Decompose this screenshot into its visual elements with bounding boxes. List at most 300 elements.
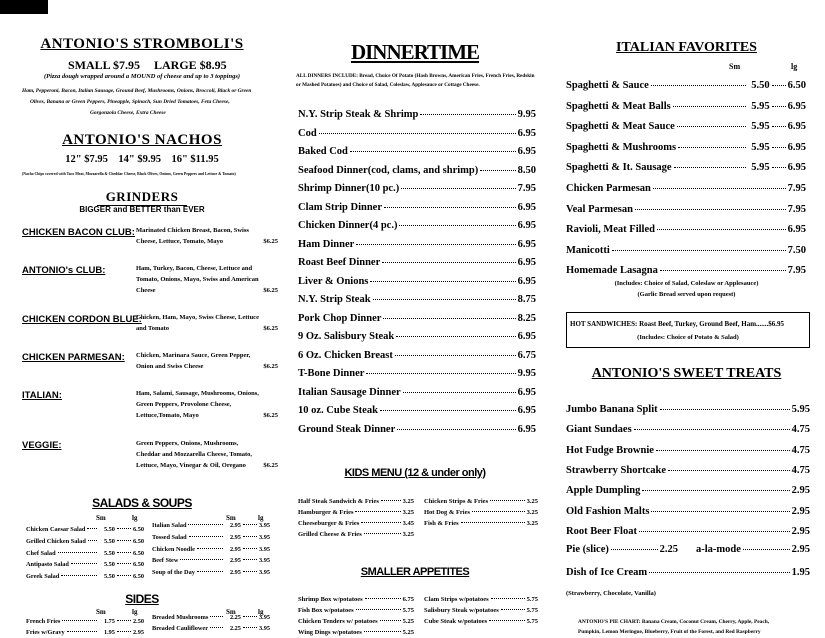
item-price-large: 6.50 [132,537,144,545]
grinder-desc-line: Green Peppers, Provolone Cheese, [136,401,232,408]
dots [117,540,131,541]
menu-row [566,465,810,479]
grinder-name: ITALIAN: [22,390,62,401]
sides-col-sm: Sm [226,608,236,616]
menu-row [152,557,270,564]
menu-row [566,80,806,91]
italian-note-2: (Garlic Bread served upon request) [637,291,736,298]
pie-price: 2.25 [659,544,678,555]
dots [380,410,516,411]
item-price: 6.95 [517,220,536,231]
dots [489,620,524,621]
corner-mark [0,0,48,14]
ice-cream-note: (Strawberry, Chocolate, Vanilla) [566,590,656,597]
menu-row [298,313,536,327]
dots [61,575,97,576]
item-price-small: 2.95 [229,545,241,553]
menu-row [566,526,810,540]
item-price: 6.95 [517,257,536,268]
menu-row [298,128,536,142]
item-price-large: 2.95 [132,629,144,636]
item-name: Antipasto Salad [26,561,69,569]
dots [117,552,131,553]
item-price-small: 5.50 [103,561,115,569]
pie-alamode-label: a-la-mode [695,544,741,555]
ice-cream-name: Dish of Ice Cream [566,567,648,578]
hot-sandwiches-line: HOT SANDWICHES: Roast Beef, Turkey, Ground Beef, Ham.......$6.95 [570,320,785,328]
item-price: 9.95 [517,109,536,120]
item-price: 9.95 [517,368,536,379]
dots [210,627,223,628]
menu-row [298,257,536,271]
item-name: Jumbo Banana Split [566,404,658,415]
dots [651,85,746,86]
menu-row [566,485,810,499]
italian-note-1: (Includes: Choice of Salad, Coleslaw or Applesauce) [614,280,759,287]
item-price-large: 3.95 [258,522,270,529]
item-name: Chicken Noodle [152,545,195,553]
item-price: 8.50 [517,164,536,176]
item-price: 4.75 [791,444,810,456]
smaller-appetites-title: SMALLER APPETITES [360,566,470,578]
dots [668,470,790,471]
item-name: Spaghetti & Mushrooms [566,141,677,153]
item-price-small: 5.95 [751,162,770,174]
item-name: Seafood Dinner(cod, clams, and shrimp) [298,164,479,176]
grinder-desc-line: Marinated Chicken Breast, Bacon, Swiss [136,227,249,234]
grinder-name: CHICKEN CORDON BLUE: [22,314,142,325]
dots [243,616,257,617]
grinder-desc-line: Chicken, Ham, Mayo, Swiss Cheese, Lettuce [136,314,259,321]
pie-chart-line-2: Pumpkin, Lemon Meringue, Blueberry, Fruit of the Forest, and Red Raspberry [578,629,761,635]
dots [117,620,131,621]
menu-row [298,596,414,605]
dots [364,533,401,534]
item-name: Shrimp Dinner(10 pc.) [298,183,400,194]
menu-row [424,520,538,529]
dots [62,620,97,621]
grinder-desc-line: Green Peppers, Onions, Mushrooms, [136,440,239,447]
dots [197,571,223,572]
dots [117,563,131,564]
dots [366,373,515,374]
item-price-small: 2.95 [229,569,241,577]
menu-row [152,569,270,576]
item-name: Ground Steak Dinner [298,423,396,435]
dots [243,548,257,549]
item-price-small: 2.95 [229,533,241,541]
menu-row [566,404,810,418]
item-price: 3.25 [402,509,414,516]
item-name: Liver & Onions [298,275,369,287]
item-price: 5.75 [526,618,538,625]
dots [677,126,746,127]
item-price-small: 1.75 [103,618,115,625]
dots [656,450,790,451]
menu-row [566,506,810,520]
hot-sandwiches-note: (Includes: Choice of Potato & Salad) [637,334,739,341]
dots [651,511,789,512]
item-name: Grilled Chicken Salad [26,537,86,545]
dots [472,511,525,512]
stromboli-large-price: LARGE $8.95 [154,58,227,72]
grinder-desc-line: Tomato, Onions, Mayo, Swiss and American [136,276,259,283]
item-price-large: 3.95 [258,625,270,632]
item-name: French Fries [26,618,61,625]
dots [653,188,786,189]
item-name: Chicken Dinner(4 pc.) [298,220,398,231]
salads-title: SALADS & SOUPS [92,496,192,510]
menu-row [566,121,806,132]
item-price-large: 6.95 [787,162,806,174]
italian-col-lg: lg [791,62,798,71]
menu-row [152,546,270,553]
item-price: 6.95 [517,405,536,416]
item-name: Ravioli, Meat Filled [566,224,655,236]
item-name: N.Y. Strip Steak & Shrimp [298,109,419,120]
grinder-desc-line: Cheese $6.25 [136,287,278,294]
dots [639,531,790,532]
item-name: Soup of the Day [152,569,195,577]
menu-row [298,331,536,345]
dots [490,500,525,501]
item-price: 5.25 [402,618,414,625]
item-price: 6.75 [402,596,414,603]
grinder-desc-line: Ham, Turkey, Bacon, Cheese, Lettuce and [136,265,253,272]
item-price-large: 3.95 [258,557,270,565]
item-name: Italian Sausage Dinner [298,386,401,398]
sides-col-sm: Sm [96,608,106,616]
menu-row [152,614,270,621]
menu-row [566,445,810,459]
dots [461,522,525,523]
menu-row [298,387,536,401]
salads-col-lg: lg [258,514,264,522]
pie-name: Pie (slice) [566,544,609,555]
item-price-large: 3.95 [258,533,270,541]
item-price: 6.95 [517,146,536,157]
dots [649,572,789,573]
item-name: Beef Stew [152,557,179,565]
menu-row [26,573,144,580]
item-price: 6.95 [517,423,536,435]
dots [396,336,515,337]
grinder-desc [136,350,278,372]
dots [370,281,515,282]
item-price: 5.75 [526,596,538,603]
grinder-name: ANTONIO's CLUB: [22,265,106,276]
menu-row [298,531,414,540]
stromboli-small-price: SMALL $7.95 [68,58,141,72]
nachos-sizes: 12" $7.95 14" $9.95 16" $11.95 [65,154,219,165]
item-price-large: 6.50 [132,549,144,557]
item-price-small: 5.95 [751,100,770,112]
salads-col-sm: Sm [96,514,106,522]
dots [660,409,790,410]
item-name: Breaded Mushrooms [152,614,209,621]
dots [678,147,746,148]
menu-row [298,424,536,438]
dots [772,167,786,168]
grinder-desc-line: Lettuce, Mayo, Vinegar & Oil, Oregano $6.25 [136,462,278,469]
grinder-price: $6.25 [263,462,278,469]
stromboli-toppings-1: Ham, Pepperoni, Bacon, Italian Sausage, Ground Beef, Mushrooms, Onions, Broccoli, Black or Green [22,88,252,94]
item-price: 6.95 [517,386,536,398]
menu-row [298,146,536,160]
stromboli-toppings-2: Olives, Banana or Green Peppers, Pineapple, Spinach, Sun Dried Tomatoes, Feta Cheese, [30,99,230,105]
dots [180,559,223,560]
grinder-desc-line: Ham, Salami, Sausage, Mushrooms, Onions, [136,390,259,397]
menu-row [424,607,538,616]
item-name: Greek Salad [26,573,60,581]
item-price-large: 2.50 [132,618,144,625]
item-name: Veal Parmesan [566,203,633,215]
menu-row [298,618,414,627]
menu-row [298,498,414,507]
item-name: 10 oz. Cube Steak [298,405,378,416]
item-name: Cod [298,127,317,139]
dots [673,106,746,107]
dots [356,244,515,245]
dots [355,511,400,512]
item-price: 3.25 [526,498,538,505]
menu-row [298,509,414,518]
dots [210,616,223,617]
item-name: Grilled Cheese & Fries [298,531,362,538]
item-price: 3.45 [402,520,414,527]
dots [399,225,515,226]
item-price-large: 6.50 [132,526,144,533]
item-name: 9 Oz. Salisbury Steak [298,331,395,342]
menu-row [566,265,806,279]
item-price-large: 7.50 [787,244,806,256]
item-name: Baked Cod [298,146,348,157]
item-name: Spaghetti & It. Sausage [566,162,672,174]
dots [381,500,401,501]
dots [612,250,786,251]
grinder-desc-line: Chicken, Marinara Sauce, Green Pepper, [136,352,251,359]
menu-row [26,526,144,533]
grinder-price: $6.25 [263,412,278,419]
item-price: 3.25 [526,520,538,527]
item-name: Fish Box w/potatoes [298,607,354,614]
dots [243,559,257,560]
item-name: Chicken Parmesan [566,183,651,194]
item-price: 5.25 [402,629,414,636]
menu-row [566,183,806,197]
item-name: Half Steak Sandwich & Fries [298,498,379,505]
dots [197,548,223,549]
dots [772,126,786,127]
dots [117,575,131,576]
grinder-name: VEGGIE: [22,440,62,451]
dots [361,522,400,523]
item-name: Manicotti [566,244,610,256]
kids-menu-title: KIDS MENU (12 & under only) [344,467,486,479]
dots [67,631,97,632]
item-price-large: 7.95 [787,265,806,277]
grinder-desc [136,438,278,471]
menu-row [26,550,144,557]
menu-row [298,368,536,382]
grinders-title: GRINDERS [97,189,187,206]
item-name: Hot Fudge Brownie [566,444,654,456]
dots [772,147,786,148]
right-column [548,0,825,638]
dots [58,552,97,553]
item-name: Wing Dings w/potatoes [298,629,362,636]
menu-row [152,534,270,541]
dots [380,620,401,621]
item-name: T-Bone Dinner [298,368,365,379]
dots [88,540,97,541]
grinder-desc [136,263,278,296]
item-name: Fries w/Gravy [26,629,65,636]
item-name: Spaghetti & Meat Sauce [566,121,675,133]
menu-row [298,239,536,253]
item-name: Cheeseburger & Fries [298,520,360,527]
item-name: Apple Dumpling [566,485,641,497]
item-price: 5.75 [526,607,538,614]
dots [71,563,97,564]
item-name: Chef Salad [26,549,56,557]
grinder-desc [136,312,278,334]
dots [189,536,223,537]
item-name: N.Y. Strip Steak [298,294,371,305]
dots [420,114,515,115]
item-price-small: 5.95 [751,141,770,153]
item-price: 6.95 [517,331,536,342]
dinnertime-title: DINNERTIME [350,40,480,64]
item-price: 8.75 [517,294,536,305]
menu-row [566,204,806,218]
grinder-price: $6.25 [263,287,278,294]
dots [384,207,516,208]
nachos-note: (Nacho Chips covered with Taco Meat, Mozzarella & Cheddar Cheese, Black Olives, Onions, Green Peppers and Lettuce & Tomato) [22,172,236,176]
menu-row [26,618,144,625]
dots [243,571,257,572]
grinder-desc-line: and Tomato $6.25 [136,325,278,332]
dots [674,167,746,168]
item-price-large: 6.50 [787,80,806,91]
item-price: 7.95 [517,183,536,194]
italian-favorites-title: ITALIAN FAVORITES [616,40,757,55]
item-name: Ham Dinner [298,238,355,250]
item-price: 4.75 [791,464,810,476]
menu-row [26,561,144,568]
dots [491,598,525,599]
stromboli-note: (Pizza dough wrapped around a MOUND of cheese and up to 3 toppings) [43,73,241,80]
menu-row [298,607,414,616]
dots [397,429,515,430]
item-price: 5.75 [402,607,414,614]
stromboli-title: ANTONIO'S STROMBOLI'S [40,36,244,52]
item-price: 6.75 [517,349,536,361]
dots [243,524,257,525]
grinder-price: $6.25 [263,238,278,245]
item-name: Chicken Strips & Fries [424,498,489,505]
menu-row [424,509,538,518]
item-price-small: 2.95 [229,557,241,565]
menu-row [298,294,536,308]
item-name: Cube Steak w/potatoes [424,618,488,625]
item-name: Clam Strips w/potatoes [424,596,489,603]
item-name: Breaded Cauliflower [152,625,209,632]
sides-title: SIDES [125,592,159,606]
grinder-name: CHICKEN BACON CLUB: [22,227,135,238]
middle-column [282,0,548,638]
menu-row [298,183,536,197]
ice-cream-price: 1.95 [791,567,810,578]
grinder-desc-line: Cheese, Lettuce, Tomato, Mayo $6.25 [136,238,278,245]
dots [87,528,97,529]
item-price-small: 5.50 [103,573,115,581]
menu-row [566,142,806,153]
item-name: Strawberry Shortcake [566,464,667,476]
menu-row [424,618,538,627]
dots [383,318,515,319]
menu-row [298,165,536,179]
dots [642,490,789,491]
menu-row [424,596,538,605]
item-price-small: 5.50 [103,526,115,533]
item-name: Shrimp Box w/potatoes [298,596,363,603]
item-name: 6 Oz. Chicken Breast [298,349,393,361]
item-name: Clam Strip Dinner [298,201,382,213]
menu-row [298,202,536,216]
dots [243,627,257,628]
grinder-desc-line: Lettuce,Tomato, Mayo $6.25 [136,412,278,419]
sides-col-lg: lg [132,608,138,616]
dots [660,270,786,271]
item-price: 3.25 [526,509,538,516]
item-price: 6.95 [517,238,536,250]
hot-sandwiches-box [566,312,810,348]
item-name: Roast Beef Dinner [298,257,381,268]
item-name: Italian Salad [152,522,187,529]
item-price-large: 6.95 [787,141,806,153]
item-price-small: 5.95 [751,121,770,133]
menu-row [424,498,538,507]
item-name: Pork Chop Dinner [298,312,382,324]
dots [373,299,516,300]
grinder-desc [136,388,278,421]
item-price-large: 3.95 [258,545,270,553]
item-name: Spaghetti & Sauce [566,80,649,91]
item-price: 2.95 [791,525,810,537]
dots [365,598,401,599]
item-price: 6.95 [517,201,536,213]
item-price: 3.25 [402,498,414,505]
item-price-large: 6.50 [132,573,144,581]
stromboli-toppings-3: Gorgonzola Cheese, Extra Cheese [90,110,166,116]
item-name: Chicken Caesar Salad [26,526,86,533]
item-price-large: 7.95 [787,203,806,215]
menu-row [566,424,810,438]
item-price-small: 2.95 [229,522,241,529]
menu-row [26,629,144,636]
item-price: 3.25 [402,531,414,538]
dots [772,106,786,107]
sweet-treats-title: ANTONIO'S SWEET TREATS [591,366,782,381]
dots [611,549,658,550]
ice-cream-row [566,567,810,581]
item-name: Hamburger & Fries [298,509,354,516]
item-name: Root Beer Float [566,525,637,537]
grinders-subtitle: BIGGER and BETTER than EVER [79,205,205,214]
item-price-small: 5.50 [751,80,770,91]
dots [395,355,516,356]
